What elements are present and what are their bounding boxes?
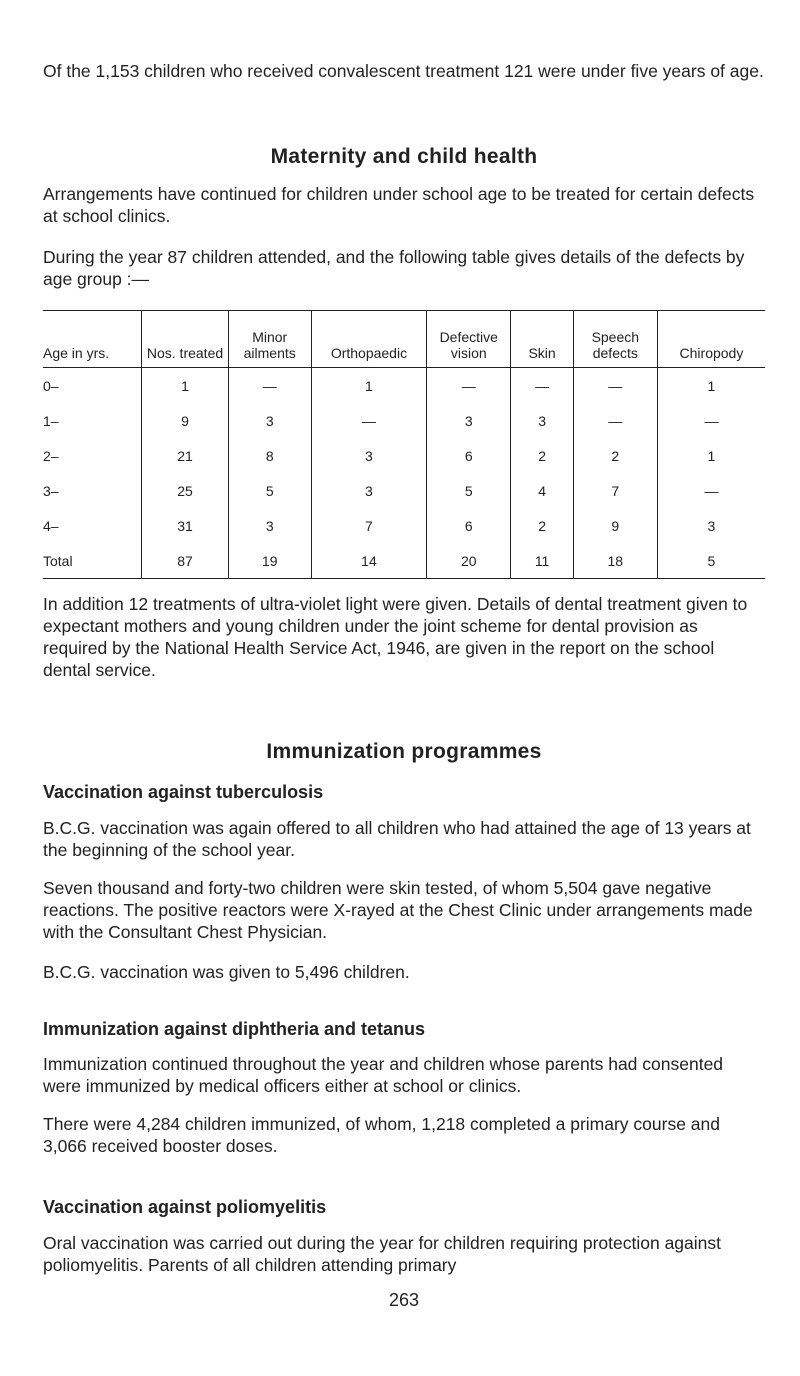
table-cell: — <box>511 368 573 404</box>
table-cell: 19 <box>228 543 311 579</box>
table-cell: — <box>573 368 657 404</box>
header-orthopaedic: Orthopaedic <box>311 311 426 368</box>
table-cell: 6 <box>427 508 511 543</box>
table-cell: 5 <box>228 473 311 508</box>
table-cell: 2– <box>43 438 142 473</box>
maternity-paragraph-2: During the year 87 children attended, and the following table gives details of the defects by age group :— <box>43 247 745 289</box>
diphtheria-paragraph-2: There were 4,284 children immunized, of whom, 1,218 completed a primary course and 3,066 received booster doses. <box>43 1114 721 1156</box>
table-cell: 3 <box>228 508 311 543</box>
table-cell: 14 <box>311 543 426 579</box>
polio-heading: Vaccination against poliomyelitis <box>43 1197 327 1217</box>
table-cell: 9 <box>142 403 228 438</box>
table-cell: 2 <box>573 438 657 473</box>
header-age: Age in yrs. <box>43 311 142 368</box>
table-cell: — <box>427 368 511 404</box>
table-cell: 21 <box>142 438 228 473</box>
table-cell: — <box>704 412 719 429</box>
table-row <box>43 473 765 508</box>
header-minor-ailments: Minor ailments <box>228 311 311 368</box>
table-cell: 20 <box>427 543 511 579</box>
tb-paragraph-2: Seven thousand and forty-two children were skin tested, of whom 5,504 gave negative reactions. The positive reactors were X-rayed at the Chest Clinic under arrangements made with the Consultant Chest Physician. <box>43 878 753 942</box>
table-cell: 7 <box>573 473 657 508</box>
table-cell: 1 <box>311 368 426 404</box>
diphtheria-heading: Immunization against diphtheria and tetanus <box>43 1019 426 1039</box>
table-cell: 3 <box>228 403 311 438</box>
table-cell: 11 <box>511 543 573 579</box>
table-cell: 4– <box>43 508 142 543</box>
table-cell: — <box>573 403 657 438</box>
table-cell: 8 <box>228 438 311 473</box>
table-cell: 9 <box>573 508 657 543</box>
table-row <box>43 508 765 543</box>
diphtheria-paragraph-1: Immunization continued throughout the year and children whose parents had consented were immunized by medical officers either at school or clinics. <box>43 1054 724 1096</box>
table-cell: 3 <box>311 438 426 473</box>
header-speech-defects: Speech defects <box>573 311 657 368</box>
table-cell: 3 <box>311 473 426 508</box>
table-cell: 5 <box>657 543 765 579</box>
table-cell: 6 <box>427 438 511 473</box>
header-defective-vision: Defective vision <box>427 311 511 368</box>
tb-heading: Vaccination against tuberculosis <box>43 782 324 802</box>
tb-paragraph-3: B.C.G. vaccination was given to 5,496 children. <box>43 962 410 982</box>
maternity-paragraph-1: Arrangements have continued for children under school age to be treated for certain defects at school clinics. <box>43 184 755 226</box>
addition-paragraph: In addition 12 treatments of ultra-violet light were given. Details of dental treatment given to expectant mothers and young children under the joint scheme for dental provision as required by the National Health Service Act, 1946, are given in the report on the school dental service. <box>43 594 748 680</box>
table-cell: Total <box>43 543 142 579</box>
header-chiropody: Chiropody <box>657 311 765 368</box>
table-row <box>43 438 765 473</box>
table-cell: 1– <box>43 403 142 438</box>
table-row <box>43 368 765 404</box>
table-cell: 3 <box>511 403 573 438</box>
table-cell: 5 <box>427 473 511 508</box>
defects-table <box>43 310 765 579</box>
intro-paragraph: Of the 1,153 children who received convalescent treatment 121 were under five years of age. <box>43 61 764 81</box>
maternity-heading: Maternity and child health <box>270 145 538 168</box>
table-cell: 3 <box>427 403 511 438</box>
polio-paragraph-1: Oral vaccination was carried out during the year for children requiring protection against poliomyelitis. Parents of all children attending primary <box>43 1233 721 1275</box>
table-cell: 7 <box>311 508 426 543</box>
table-cell: 18 <box>573 543 657 579</box>
table-cell: 4 <box>511 473 573 508</box>
tb-paragraph-1: B.C.G. vaccination was again offered to all children who had attained the age of 13 years at the beginning of the school year. <box>43 818 751 860</box>
table-cell: 25 <box>142 473 228 508</box>
table-cell: 3 <box>707 517 716 534</box>
page-number: 263 <box>388 1290 420 1310</box>
header-skin: Skin <box>511 311 573 368</box>
header-nos-treated: Nos. treated <box>142 311 228 368</box>
table-cell: — <box>704 482 719 499</box>
table-cell: 2 <box>511 508 573 543</box>
table-cell: — <box>311 403 426 438</box>
table-cell: — <box>228 368 311 404</box>
immunization-heading: Immunization programmes <box>266 740 542 763</box>
table-cell: 1 <box>142 368 228 404</box>
table-cell: 0– <box>43 368 142 404</box>
table-cell: 3– <box>43 473 142 508</box>
table-cell: 1 <box>707 377 716 394</box>
table-header-row <box>43 311 765 368</box>
table-cell: 1 <box>707 447 716 464</box>
table-row <box>43 403 765 438</box>
table-cell: 31 <box>142 508 228 543</box>
table-cell: 87 <box>142 543 228 579</box>
table-total-row <box>43 543 765 579</box>
table-cell: 2 <box>511 438 573 473</box>
